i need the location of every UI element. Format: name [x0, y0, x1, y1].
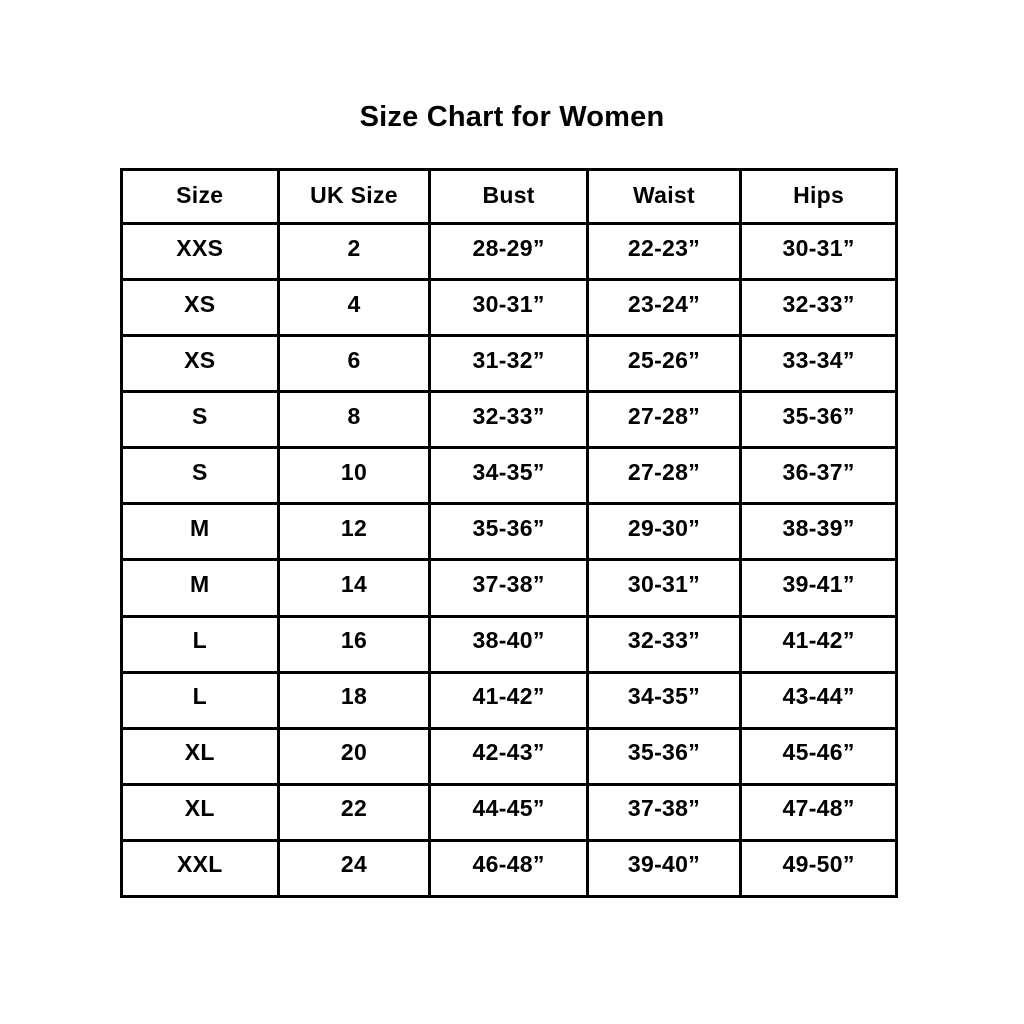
- size-chart-table: [120, 168, 898, 898]
- table-cell: 27-28”: [587, 392, 740, 448]
- table-cell: 30-31”: [741, 224, 897, 280]
- table-cell: XXS: [122, 224, 279, 280]
- page-title: Size Chart for Women: [359, 101, 665, 133]
- table-cell: 35-36”: [741, 392, 897, 448]
- table-cell: XXL: [122, 840, 279, 896]
- table-cell: 35-36”: [430, 504, 587, 560]
- table-cell: 41-42”: [741, 616, 897, 672]
- table-cell: 23-24”: [587, 280, 740, 336]
- table-cell: 41-42”: [430, 672, 587, 728]
- table-cell: S: [122, 392, 279, 448]
- column-header-uk-size: UK Size: [278, 170, 430, 224]
- table-cell: 24: [278, 840, 430, 896]
- table-cell: XL: [122, 784, 279, 840]
- table-cell: 38-39”: [741, 504, 897, 560]
- table-cell: 39-40”: [587, 840, 740, 896]
- table-cell: 32-33”: [587, 616, 740, 672]
- table-cell: 16: [278, 616, 430, 672]
- table-cell: 10: [278, 448, 430, 504]
- table-cell: 32-33”: [741, 280, 897, 336]
- table-cell: 31-32”: [430, 336, 587, 392]
- table-cell: S: [122, 448, 279, 504]
- table-cell: 12: [278, 504, 430, 560]
- table-cell: 8: [278, 392, 430, 448]
- table-cell: 30-31”: [587, 560, 740, 616]
- table-cell: 6: [278, 336, 430, 392]
- column-header-hips: Hips: [741, 170, 897, 224]
- table-cell: 39-41”: [741, 560, 897, 616]
- column-header-waist: Waist: [587, 170, 740, 224]
- table-row: [122, 560, 897, 616]
- table-cell: 34-35”: [430, 448, 587, 504]
- table-row: [122, 392, 897, 448]
- table-cell: 38-40”: [430, 616, 587, 672]
- table-row: [122, 672, 897, 728]
- table-row: [122, 784, 897, 840]
- table-row: [122, 336, 897, 392]
- table-row: [122, 840, 897, 896]
- table-row: [122, 448, 897, 504]
- table-cell: L: [122, 616, 279, 672]
- table-cell: XL: [122, 728, 279, 784]
- column-header-size: Size: [122, 170, 279, 224]
- table-cell: M: [122, 560, 279, 616]
- header-row: [122, 170, 897, 224]
- table-cell: 20: [278, 728, 430, 784]
- table-cell: 35-36”: [587, 728, 740, 784]
- table-cell: 29-30”: [587, 504, 740, 560]
- table-cell: 18: [278, 672, 430, 728]
- table-cell: 30-31”: [430, 280, 587, 336]
- table-cell: 2: [278, 224, 430, 280]
- table-cell: 36-37”: [741, 448, 897, 504]
- table-row: [122, 280, 897, 336]
- table-cell: 49-50”: [741, 840, 897, 896]
- table-row: [122, 504, 897, 560]
- table-cell: 28-29”: [430, 224, 587, 280]
- table-cell: M: [122, 504, 279, 560]
- size-table-body: [122, 224, 897, 897]
- table-cell: XS: [122, 336, 279, 392]
- table-cell: 37-38”: [587, 784, 740, 840]
- table-cell: 22-23”: [587, 224, 740, 280]
- table-cell: 42-43”: [430, 728, 587, 784]
- table-cell: 14: [278, 560, 430, 616]
- table-cell: 43-44”: [741, 672, 897, 728]
- table-header: [122, 170, 897, 224]
- table-cell: 37-38”: [430, 560, 587, 616]
- table-cell: 27-28”: [587, 448, 740, 504]
- table-cell: XS: [122, 280, 279, 336]
- table-row: [122, 616, 897, 672]
- table-cell: 47-48”: [741, 784, 897, 840]
- table-cell: L: [122, 672, 279, 728]
- table-cell: 22: [278, 784, 430, 840]
- table-cell: 46-48”: [430, 840, 587, 896]
- table-cell: 25-26”: [587, 336, 740, 392]
- table-cell: 44-45”: [430, 784, 587, 840]
- table-row: [122, 728, 897, 784]
- table-row: [122, 224, 897, 280]
- column-header-bust: Bust: [430, 170, 587, 224]
- table-cell: 33-34”: [741, 336, 897, 392]
- table-cell: 32-33”: [430, 392, 587, 448]
- table-cell: 45-46”: [741, 728, 897, 784]
- table-cell: 4: [278, 280, 430, 336]
- table-cell: 34-35”: [587, 672, 740, 728]
